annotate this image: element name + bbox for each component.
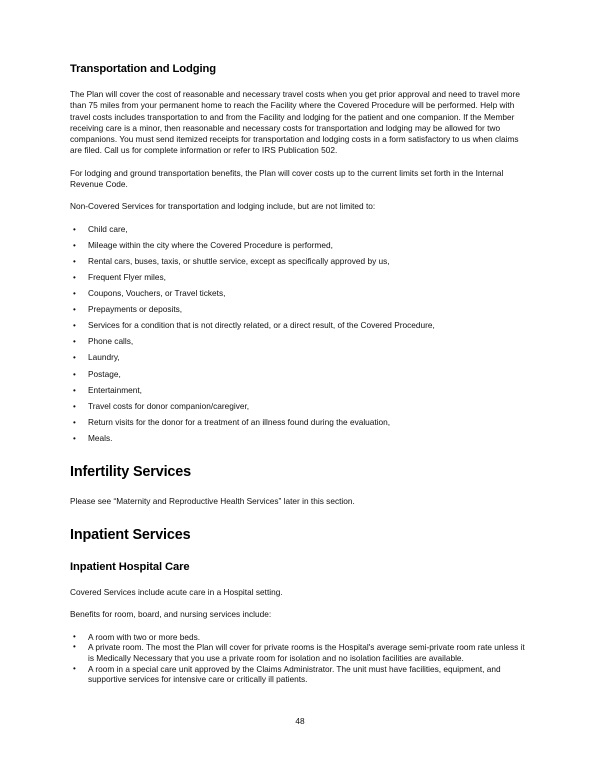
list-item: • Coupons, Vouchers, or Travel tickets, (70, 288, 531, 299)
spacer (70, 621, 531, 632)
list-item: • Mileage within the city where the Covered Procedure is performed, (70, 240, 531, 251)
list-item: • Frequent Flyer miles, (70, 272, 531, 283)
heading-infertility-services: Infertility Services (70, 463, 191, 480)
paragraph-transportation-intro: The Plan will cover the cost of reasonable and necessary travel costs when you get prior approval and need to travel more than 75 miles from your permanent home to reach the Facility where the Covered Procedure will be performed. Help with travel costs includes transportation to and from the Facility and lodging for the patient and one companion. If the Member receiving care is a minor, then reasonable and necessary costs for transportation and lodging may be allowed for two companions. You must send itemized receipts for transportation and lodging costs in a form satisfactory to us when claims are filed. Call us for complete information or refer to IRS Publication 502. (70, 89, 520, 156)
heading-inpatient-services: Inpatient Services (70, 527, 191, 544)
list-item: • Rental cars, buses, taxis, or shuttle service, except as specifically approved by us, (70, 256, 531, 267)
list-room-benefits (70, 632, 531, 685)
list-item: • Laundry, (70, 352, 531, 363)
spacer (70, 190, 531, 201)
spacer (70, 444, 531, 464)
list-item: • A room with two or more beds. (70, 632, 531, 643)
heading-inpatient-hospital-care: Inpatient Hospital Care (70, 561, 190, 574)
paragraph-covered-services-acute-care: Covered Services include acute care in a Hospital setting. (70, 587, 283, 598)
spacer (70, 507, 531, 527)
list-item: • Postage, (70, 369, 531, 380)
heading-transportation-and-lodging: Transportation and Lodging (70, 63, 216, 75)
paragraph-lodging-ground-transportation: For lodging and ground transportation benefits, the Plan will cover costs up to the current limits set forth in the Internal Revenue Code. (70, 167, 504, 190)
page-number: 48 (295, 716, 305, 726)
page-content (70, 62, 531, 685)
list-item: • A private room. The most the Plan will cover for private rooms is the Hospital's average semi-private room rate unless it is Medically Necessary that you use a private room for isolation and no isolation facilities are available. (70, 642, 531, 663)
paragraph-room-board-nursing: Benefits for room, board, and nursing services include: (70, 609, 272, 620)
list-item: • Phone calls, (70, 336, 531, 347)
spacer (70, 157, 531, 168)
spacer (70, 544, 531, 560)
spacer (70, 481, 531, 496)
paragraph-non-covered-intro: Non-Covered Services for transportation and lodging include, but are not limited to: (70, 201, 376, 212)
list-item: • Services for a condition that is not directly related, or a direct result, of the Covered Procedure, (70, 320, 531, 331)
list-item: • Meals. (70, 433, 531, 444)
spacer (70, 213, 531, 224)
spacer (70, 598, 531, 609)
list-non-covered-services (70, 224, 531, 444)
spacer (70, 76, 531, 89)
paragraph-infertility-reference: Please see “Maternity and Reproductive Health Services” later in this section. (70, 495, 355, 506)
list-item: • Child care, (70, 224, 531, 235)
list-item: • Return visits for the donor for a treatment of an illness found during the evaluation, (70, 417, 531, 428)
list-item: • A room in a special care unit approved by the Claims Administrator. The unit must have facilities, equipment, and supportive services for intensive care or critically ill patients. (70, 664, 531, 685)
list-item: • Entertainment, (70, 385, 531, 396)
spacer (70, 574, 531, 587)
list-item: • Travel costs for donor companion/caregiver, (70, 401, 531, 412)
list-item: • Prepayments or deposits, (70, 304, 531, 315)
